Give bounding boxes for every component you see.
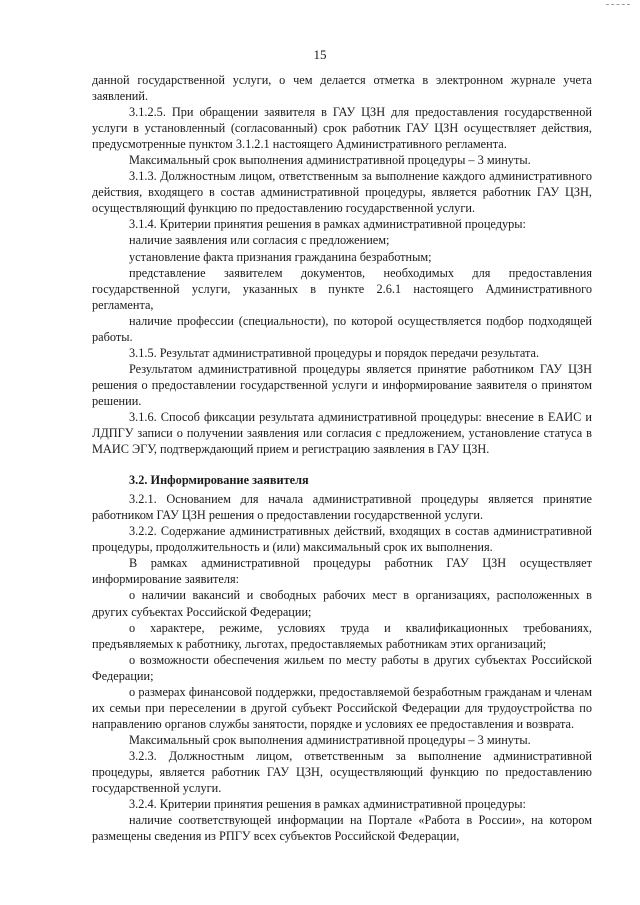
- page-number: 15: [313, 47, 327, 62]
- paragraph: о размерах финансовой поддержки, предоставляемой безработным гражданам и членам их семьи при переселении в другой субъект Российской Федерации для трудоустройства по направлению органов службы занятости, порядке и условиях ее предоставления и возврата.: [92, 684, 592, 731]
- paragraph: В рамках административной процедуры работник ГАУ ЦЗН осуществляет информирование заявителя:: [92, 556, 592, 587]
- document-body: [92, 72, 592, 844]
- paragraph: Результатом административной процедуры является принятие работником ГАУ ЦЗН решения о предоставлении государственной услуги и информирование заявителя о принятом решении.: [92, 361, 592, 408]
- paragraph: данной государственной услуги, о чем делается отметка в электронном журнале учета заявлений.: [92, 73, 592, 104]
- paragraph: 3.1.4. Критерии принятия решения в рамках административной процедуры:: [129, 217, 526, 232]
- section-heading: 3.2. Информирование заявителя: [129, 473, 309, 488]
- paragraph: 3.1.5. Результат административной процедуры и порядок передачи результата.: [129, 345, 540, 360]
- scan-corner-mark: [606, 4, 630, 7]
- paragraph: 3.2.4. Критерии принятия решения в рамках административной процедуры:: [129, 797, 526, 812]
- paragraph: о характере, режиме, условиях труда и квалификационных требованиях, предъявляемых к работнику, льготах, предоставляемых работникам этих организаций;: [92, 620, 592, 651]
- paragraph: о наличии вакансий и свободных рабочих мест в организациях, расположенных в других субъектах Российской Федерации;: [92, 588, 592, 619]
- paragraph: наличие заявления или согласия с предложением;: [129, 233, 390, 248]
- paragraph: наличие профессии (специальности), по которой осуществляется подбор подходящей работы.: [92, 313, 592, 344]
- paragraph: установление факта признания гражданина безработным;: [129, 249, 432, 264]
- paragraph: 3.1.3. Должностным лицом, ответственным за выполнение каждого административного действия, входящего в состав административной процедуры, является работник ГАУ ЦЗН, осуществляющий функцию по предоставлению государственной услуги.: [92, 169, 592, 216]
- paragraph: 3.2.3. Должностным лицом, ответственным за выполнение административной процедуры, является работник ГАУ ЦЗН, осуществляющий функцию по предоставлению государственной услуги.: [92, 748, 592, 796]
- paragraph: Максимальный срок выполнения административной процедуры – 3 минуты.: [129, 732, 531, 747]
- paragraph: 3.2.2. Содержание административных действий, входящих в состав административной процедуры, продолжительность и (или) максимальный срок их выполнения.: [92, 524, 592, 555]
- paragraph: представление заявителем документов, необходимых для предоставления государственной услуги, указанных в пункте 2.6.1 настоящего Административного регламента,: [92, 265, 592, 312]
- paragraph: 3.1.6. Способ фиксации результата административной процедуры: внесение в ЕАИС и ЛДПГУ записи о получении заявления или согласия с предложением, установление статуса в МАИС ЭГУ, подтверждающий прием и регистрацию заявления в ГАУ ЦЗН.: [92, 409, 592, 457]
- paragraph: о возможности обеспечения жильем по месту работы в других субъектах Российской Федерации;: [92, 652, 592, 683]
- paragraph: 3.2.1. Основанием для начала административной процедуры является принятие работником ГАУ ЦЗН решения о предоставлении государственной услуги.: [92, 492, 592, 523]
- paragraph: наличие соответствующей информации на Портале «Работа в России», на котором размещены сведения из РПГУ всех субъектов Российской Федерации,: [92, 813, 592, 844]
- paragraph: Максимальный срок выполнения административной процедуры – 3 минуты.: [129, 153, 531, 168]
- paragraph: 3.1.2.5. При обращении заявителя в ГАУ ЦЗН для предоставления государственной услуги в установленный (согласованный) срок работник ГАУ ЦЗН осуществляет действия, предусмотренные пунктом 3.1.2.1 настоящего Административного регламента.: [92, 105, 592, 152]
